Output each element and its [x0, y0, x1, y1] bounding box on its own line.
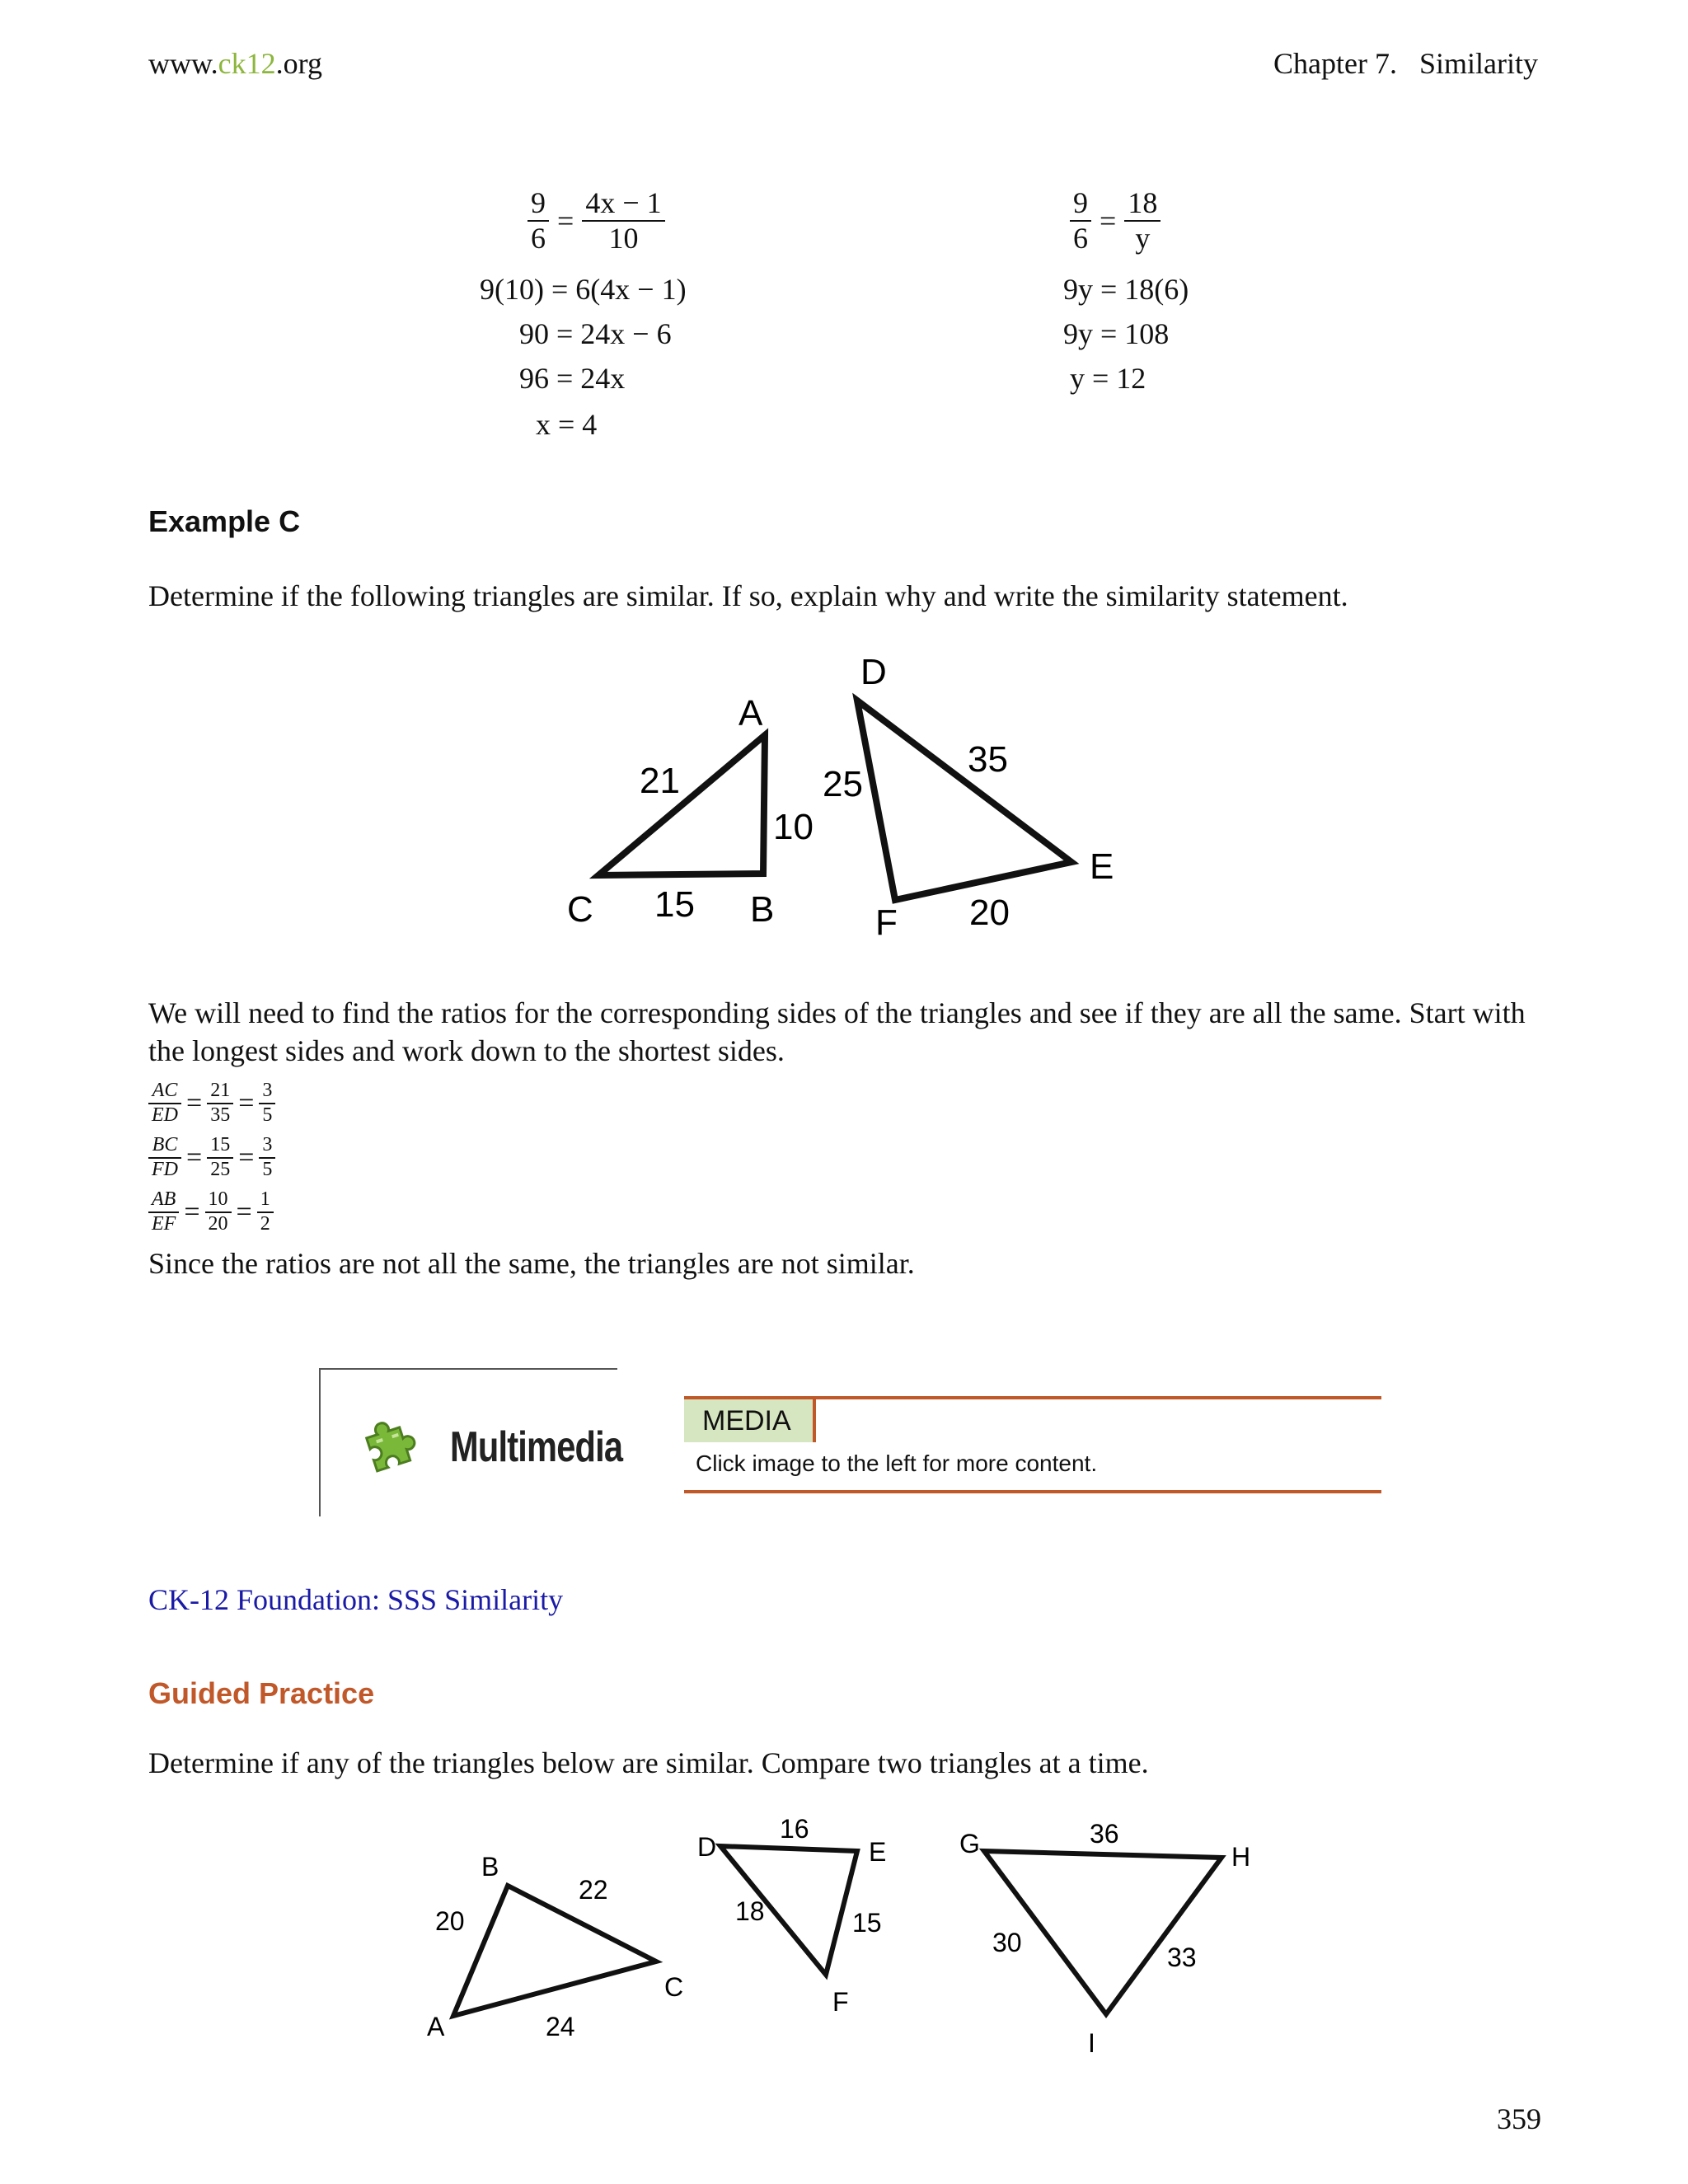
guided-practice-prompt: Determine if any of the triangles below are similar. Compare two triangles at a time.	[148, 1746, 1149, 1779]
equation-right-1: $\frac{9}{6}$ = $\frac{18}{y}$	[1070, 186, 1160, 256]
side-label-de: 35	[968, 739, 1008, 780]
site-brand: ck12	[218, 47, 276, 80]
side-label-cb: 15	[654, 884, 695, 925]
vertex-label-g: G	[959, 1829, 980, 1858]
side-label-df: 18	[735, 1896, 765, 1926]
sss-similarity-link[interactable]: CK-12 Foundation: SSS Similarity	[148, 1583, 564, 1616]
vertex-label-f: F	[875, 902, 898, 943]
side-label-df: 25	[823, 764, 863, 804]
equation-right-2: 9y = 18(6)	[1063, 273, 1189, 306]
triangles-figure-abc-def	[544, 651, 1170, 948]
guided-practice-heading: Guided Practice	[148, 1676, 375, 1710]
ratio-line-3: $\frac{AB}{EF}$ = $\frac{10}{20}$ = $\frac{1}{2}$	[148, 1188, 274, 1235]
vertex-label-b: B	[481, 1852, 499, 1882]
equation-right-3: 9y = 108	[1063, 317, 1170, 350]
side-label-hi: 33	[1167, 1943, 1197, 1972]
puzzle-piece-icon	[359, 1413, 424, 1479]
side-label-ab: 10	[773, 807, 814, 847]
example-c-prompt: Determine if the following triangles are similar. If so, explain why and write the similarity statement.	[148, 579, 1348, 612]
vertex-label-a: A	[738, 693, 763, 733]
side-label-ac: 21	[640, 761, 680, 801]
vertex-label-d: D	[697, 1832, 717, 1862]
vertex-label-h: H	[1231, 1842, 1251, 1872]
ratio-line-2: $\frac{BC}{FD}$ = $\frac{15}{25}$ = $\frac{3}{5}$	[148, 1134, 275, 1181]
triangle-def	[857, 701, 1071, 900]
equation-left-4: 96 = 24x	[519, 362, 626, 395]
example-c-explanation: We will need to find the ratios for the corresponding sides of the triangles and see if they are all the same. Start with the longest sides and work down to the shortest sides.	[148, 996, 1526, 1067]
triangle-abc	[453, 1886, 656, 2016]
side-label-bc: 22	[579, 1875, 608, 1905]
chapter-title: Chapter 7. Similarity	[1273, 47, 1538, 80]
triangles-figure-abc-def-ghi	[420, 1813, 1311, 2060]
vertex-label-c: C	[664, 1972, 684, 2002]
example-c-heading: Example C	[148, 504, 301, 538]
ratio-line-1: $\frac{AC}{ED}$ = $\frac{21}{35}$ = $\frac{3}{5}$	[148, 1080, 275, 1127]
vertex-label-a: A	[427, 2012, 445, 2041]
vertex-label-i: I	[1088, 2028, 1095, 2058]
vertex-label-e: E	[869, 1837, 887, 1867]
side-label-ac: 24	[546, 2012, 575, 2041]
triangle-abc	[598, 735, 765, 875]
vertex-label-f: F	[832, 1987, 849, 2017]
equation-left-3: 90 = 24x − 6	[519, 317, 672, 350]
multimedia-thumbnail[interactable]	[319, 1368, 623, 1516]
media-caption: Click image to the left for more content.	[696, 1451, 1098, 1476]
multimedia-label: Multimedia	[450, 1423, 623, 1471]
vertex-label-c: C	[567, 889, 593, 930]
side-label-gh: 36	[1090, 1819, 1119, 1849]
equation-left-5: x = 4	[536, 408, 598, 441]
equation-right-4: y = 12	[1070, 362, 1146, 395]
media-tag: MEDIA	[684, 1399, 816, 1442]
side-label-fe: 20	[969, 893, 1010, 933]
media-rule-bottom	[684, 1490, 1381, 1493]
site-url[interactable]: www.ck12.org	[148, 47, 322, 80]
vertex-label-b: B	[750, 889, 775, 930]
vertex-label-d: D	[860, 652, 887, 692]
side-label-ab: 20	[435, 1906, 465, 1936]
side-label-ef: 15	[852, 1908, 882, 1938]
side-label-de: 16	[780, 1814, 809, 1844]
equation-left-1: $\frac{9}{6}$ = $\frac{4x - 1}{10}$	[528, 186, 665, 256]
page-number: 359	[1497, 2102, 1541, 2135]
side-label-gi: 30	[992, 1928, 1022, 1957]
equation-left-2: 9(10) = 6(4x − 1)	[480, 273, 687, 306]
vertex-label-e: E	[1090, 846, 1114, 887]
example-c-conclusion: Since the ratios are not all the same, the triangles are not similar.	[148, 1247, 915, 1280]
